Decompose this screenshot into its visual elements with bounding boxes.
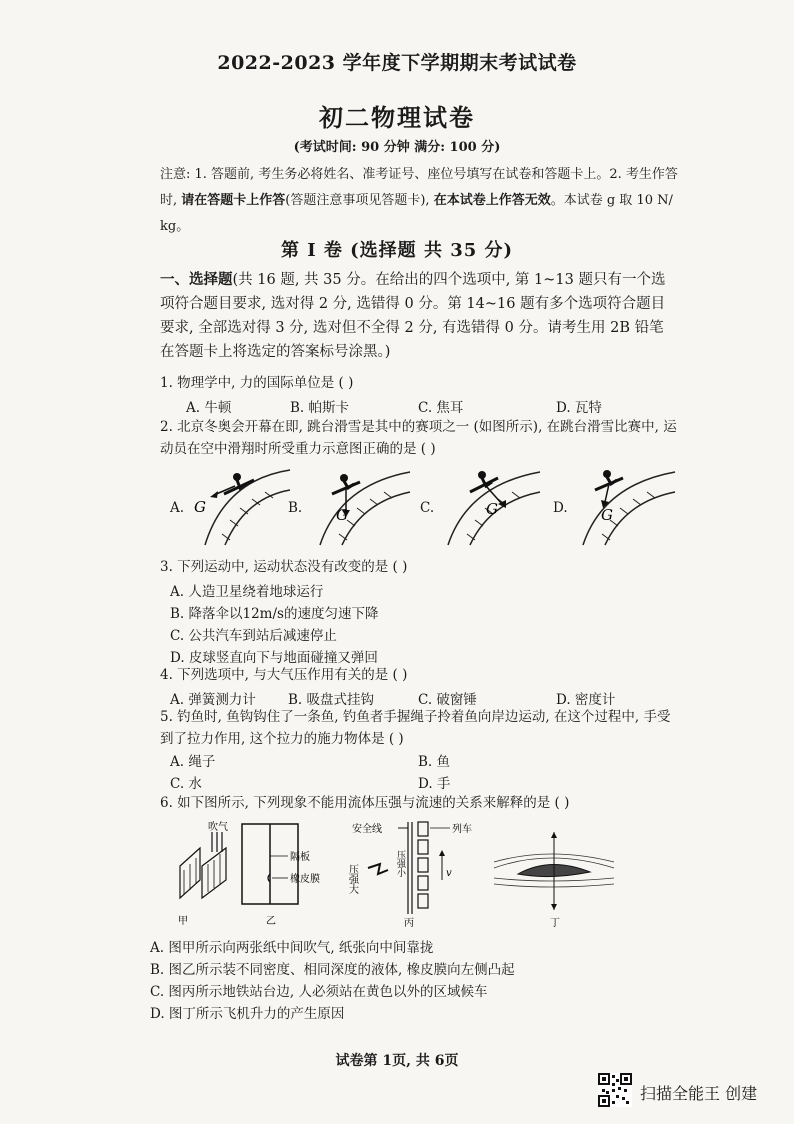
q2-figure-d: [565, 460, 675, 545]
train-label: 列车: [452, 824, 472, 835]
q4-option-c: C. 破窗锤: [418, 692, 477, 708]
q3-option-c: C. 公共汽车到站后减速停止: [170, 628, 337, 644]
notice-bold-1: 请在答题卡上作答: [181, 193, 286, 208]
notice-text-3: 。本试卷 g 取 10 N/ kg。: [160, 193, 673, 234]
q2-figure-a: [180, 460, 290, 545]
notice-text-2: (答题注意事项见答题卡),: [285, 193, 434, 208]
instructions-text: (共 16 题, 共 35 分。在给出的四个选项中, 第 1~13 题只有一个选项符合题目要求, 选对得 2 分, 选错得 0 分。第 14~16 题有多个选项符合题目要求, 全部选对得 3 分, 选对但不全得 2 分, 有选错得 0 分。请考生用 2B 铅笔在答题卡上将选定的答案标号涂黑。): [160, 272, 666, 360]
exam-info: (考试时间: 90 分钟 满分: 100 分): [293, 140, 501, 155]
force-label-g: G: [336, 506, 348, 524]
q6-figure-yi: [236, 818, 336, 928]
scanner-watermark: 扫描全能王 创建: [640, 1084, 758, 1103]
q2-option-a: A.: [170, 500, 185, 516]
membrane-label: 橡皮膜: [290, 874, 320, 885]
force-label-g: G: [486, 500, 498, 518]
safety-line-label: 安全线: [352, 824, 382, 835]
caption-yi: 乙: [266, 916, 276, 927]
q6-option-d: D. 图丁所示飞机升力的产生原因: [150, 1006, 345, 1022]
subject-title: 初二物理试卷: [319, 103, 475, 132]
q1-option-d: D. 瓦特: [556, 400, 602, 416]
q6-figure-bing: [346, 818, 480, 929]
force-label-g: G: [194, 498, 206, 516]
q2-option-d: D.: [553, 500, 568, 516]
question-4-stem: 4. 下列选项中, 与大气压作用有关的是 ( ): [160, 667, 408, 683]
q1-option-a: A. 牛顿: [186, 400, 232, 416]
velocity-label: v: [446, 868, 452, 879]
q5-option-d: D. 手: [418, 776, 451, 792]
page-footer: 试卷第 1页, 共 6页: [335, 1053, 459, 1069]
plate-label: 隔板: [290, 852, 310, 863]
pressure-big-label: 压强大: [346, 864, 358, 894]
section-title: 第 I 卷 (选择题 共 35 分): [280, 240, 514, 261]
instructions-lead: 一、选择题: [160, 271, 233, 288]
q2-figure-c: [430, 460, 540, 545]
q3-option-b: B. 降落伞以12m/s的速度匀速下降: [170, 606, 379, 622]
q3-option-d: D. 皮球竖直向下与地面碰撞又弹回: [170, 650, 378, 666]
q4-option-d: D. 密度计: [556, 692, 616, 708]
q6-option-c: C. 图丙所示地铁站台边, 人必须站在黄色以外的区域候车: [150, 984, 488, 1000]
question-6-stem: 6. 如下图所示, 下列现象不能用流体压强与流速的关系来解释的是 ( ): [160, 795, 570, 811]
caption-jia: 甲: [178, 916, 188, 927]
q5-option-c: C. 水: [170, 776, 202, 792]
q2-option-b: B.: [288, 500, 303, 516]
q2-option-c: C.: [420, 500, 435, 516]
q1-option-c: C. 焦耳: [418, 400, 464, 416]
question-3-stem: 3. 下列运动中, 运动状态没有改变的是 ( ): [160, 559, 408, 575]
question-1-stem: 1. 物理学中, 力的国际单位是 ( ): [160, 375, 354, 391]
section-instructions: [160, 268, 670, 364]
q6-figure-jia: [170, 818, 240, 928]
q6-option-b: B. 图乙所示装不同密度、相同深度的液体, 橡皮膜向左侧凸起: [150, 962, 515, 978]
question-5-stem: 5. 钓鱼时, 鱼钩钩住了一条鱼, 钓鱼者手握绳子拎着鱼向岸边运动, 在这个过程中, 手受到了拉力作用, 这个拉力的施力物体是 ( ): [160, 709, 671, 747]
q3-option-a: A. 人造卫星绕着地球运行: [170, 584, 324, 600]
q6-option-a: A. 图甲所示向两张纸中间吹气, 纸张向中间靠拢: [150, 940, 434, 956]
q5-option-b: B. 鱼: [418, 754, 451, 770]
caption-ding: 丁: [550, 918, 560, 929]
force-label-g: G: [601, 506, 613, 524]
q5-option-a: A. 绳子: [170, 754, 216, 770]
notice-text-1: 注意: 1. 答题前, 考生务必将姓名、准考证号、座位号填写在试卷和答题卡上。2. 考生作答时,: [160, 167, 678, 208]
q2-figure-b: [300, 460, 410, 545]
caption-bing: 丙: [404, 918, 414, 929]
exam-year-title: 2022-2023 学年度下学期期末考试试卷: [217, 52, 577, 74]
qr-code-icon: [598, 1073, 632, 1107]
q4-option-b: B. 吸盘式挂钩: [288, 692, 375, 708]
notice-bold-2: 在本试卷上作答无效: [433, 193, 551, 208]
q6-figure-ding: [490, 818, 620, 928]
q1-option-b: B. 帕斯卡: [290, 400, 350, 416]
question-2-stem: 2. 北京冬奥会开幕在即, 跳台滑雪是其中的赛项之一 (如图所示), 在跳台滑雪比赛中, 运动员在空中滑翔时所受重力示意图正确的是 ( ): [160, 419, 677, 457]
blow-label: 吹气: [208, 822, 228, 833]
pressure-small-label: 压强小: [395, 850, 405, 877]
q4-option-a: A. 弹簧测力计: [170, 692, 256, 708]
notice: [160, 162, 680, 240]
